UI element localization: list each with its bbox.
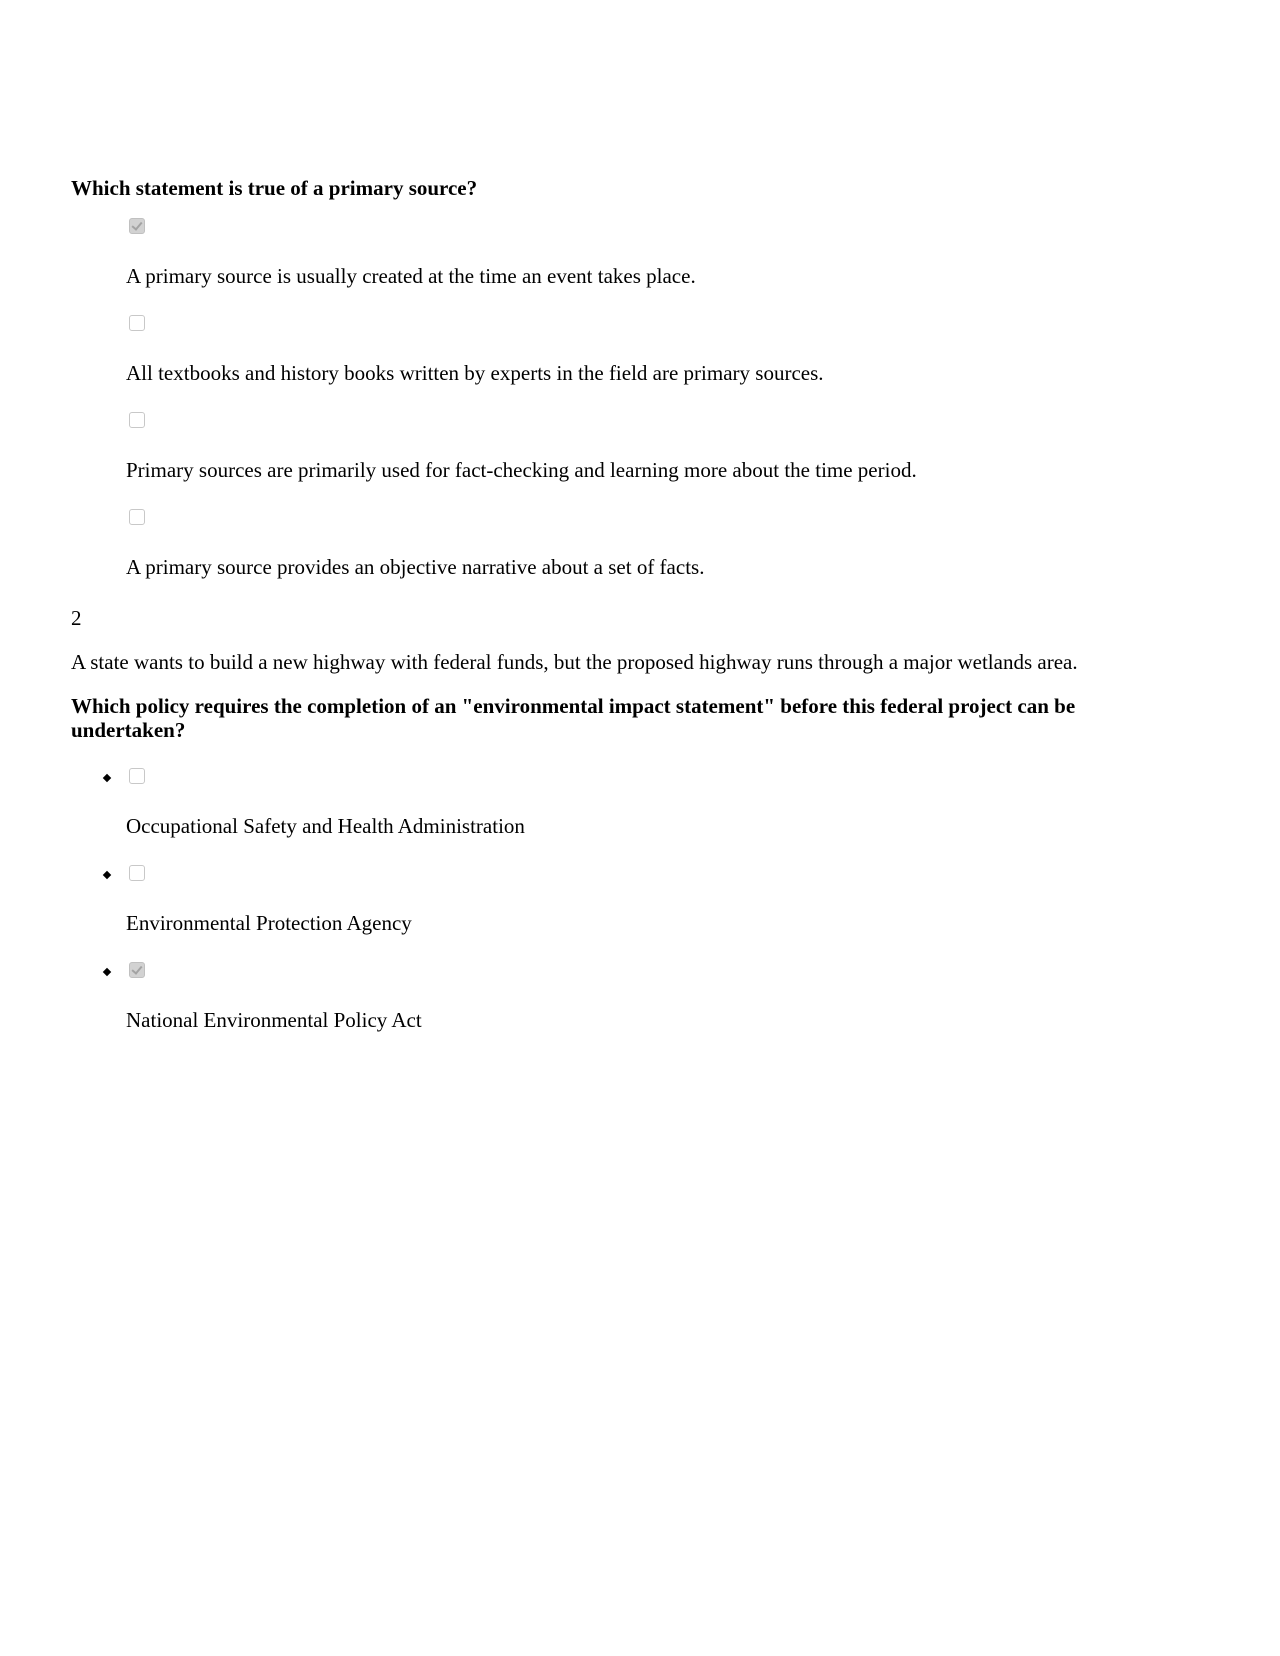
option-label: A primary source is usually created at the time an event takes place. [126,264,696,288]
question-2-option-3[interactable] [71,962,1171,1032]
option-label: National Environmental Policy Act [126,1008,422,1032]
bullet-icon [103,968,111,976]
bullet-icon [103,871,111,879]
option-checkbox[interactable] [129,509,145,525]
option-label: Primary sources are primarily used for fact-checking and learning more about the time period. [126,458,917,482]
question-2-option-1[interactable] [71,768,1171,838]
question-1-option-4[interactable] [71,509,1171,579]
question-1-option-2[interactable] [71,315,1171,385]
option-checkbox[interactable] [129,768,145,784]
question-number: 2 [71,606,82,630]
question-2-option-2[interactable] [71,865,1171,935]
option-label: All textbooks and history books written by experts in the field are primary sources. [126,361,824,385]
option-checkbox[interactable] [129,412,145,428]
option-label: Environmental Protection Agency [126,911,412,935]
bullet-icon [103,774,111,782]
question-1-option-3[interactable] [71,412,1171,482]
question-1-option-1[interactable] [71,218,1171,288]
question-1 [71,176,1171,579]
question-2 [71,606,1171,1032]
option-label: A primary source provides an objective narrative about a set of facts. [126,555,705,579]
quiz-page [71,176,1171,1059]
question-1-title: Which statement is true of a primary source? [71,176,478,200]
option-checkbox[interactable] [129,865,145,881]
option-checkbox[interactable] [129,315,145,331]
question-2-title: Which policy requires the completion of an "environmental impact statement" before this federal project can be undertaken? [71,694,1076,742]
option-checkbox[interactable] [129,962,145,978]
option-checkbox[interactable] [129,218,145,234]
option-label: Occupational Safety and Health Administration [126,814,525,838]
question-2-prompt: A state wants to build a new highway with federal funds, but the proposed highway runs through a major wetlands area. [71,650,1078,674]
